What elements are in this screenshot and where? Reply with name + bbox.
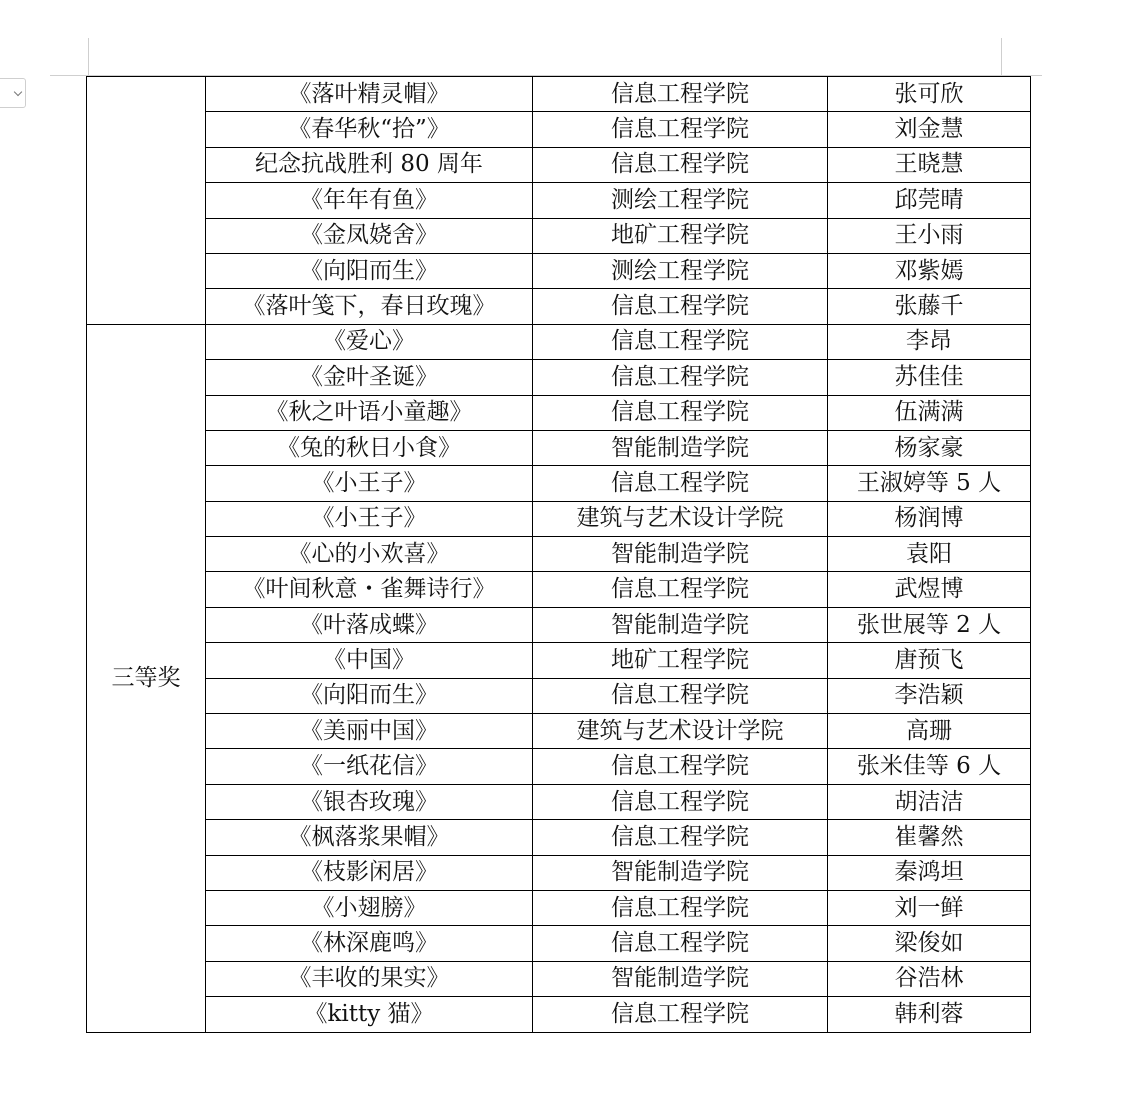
table-row bbox=[87, 537, 1031, 572]
table-row bbox=[87, 253, 1031, 288]
department-cell: 信息工程学院 bbox=[533, 324, 828, 359]
department-cell: 智能制造学院 bbox=[533, 855, 828, 890]
table-row bbox=[87, 890, 1031, 925]
author-name-cell: 伍满满 bbox=[828, 395, 1031, 430]
work-title-cell: 《叶间秋意・雀舞诗行》 bbox=[206, 572, 533, 607]
table-row bbox=[87, 395, 1031, 430]
work-title-cell: 《年年有鱼》 bbox=[206, 183, 533, 218]
table-row bbox=[87, 430, 1031, 465]
author-name-cell: 王晓慧 bbox=[828, 147, 1031, 182]
author-name-cell: 秦鸿坦 bbox=[828, 855, 1031, 890]
table-row bbox=[87, 289, 1031, 324]
work-title-cell: 《中国》 bbox=[206, 643, 533, 678]
table-row bbox=[87, 324, 1031, 359]
department-cell: 信息工程学院 bbox=[533, 784, 828, 819]
work-title-cell: 《心的小欢喜》 bbox=[206, 537, 533, 572]
work-title-cell: 《小王子》 bbox=[206, 466, 533, 501]
author-name-cell: 武煜博 bbox=[828, 572, 1031, 607]
table-row bbox=[87, 714, 1031, 749]
author-name-cell: 张世展等 2 人 bbox=[828, 607, 1031, 642]
table-row bbox=[87, 961, 1031, 996]
department-cell: 智能制造学院 bbox=[533, 961, 828, 996]
author-name-cell: 胡洁洁 bbox=[828, 784, 1031, 819]
work-title-cell: 《银杏玫瑰》 bbox=[206, 784, 533, 819]
author-name-cell: 邱莞晴 bbox=[828, 183, 1031, 218]
awards-table bbox=[86, 76, 1031, 1033]
department-cell: 信息工程学院 bbox=[533, 360, 828, 395]
work-title-cell: 《枝影闲居》 bbox=[206, 855, 533, 890]
table-row bbox=[87, 926, 1031, 961]
department-cell: 地矿工程学院 bbox=[533, 218, 828, 253]
author-name-cell: 杨润博 bbox=[828, 501, 1031, 536]
work-title-cell: 《落叶精灵帽》 bbox=[206, 77, 533, 112]
department-cell: 建筑与艺术设计学院 bbox=[533, 501, 828, 536]
work-title-cell: 《爱心》 bbox=[206, 324, 533, 359]
department-cell: 信息工程学院 bbox=[533, 77, 828, 112]
table-row bbox=[87, 183, 1031, 218]
table-row bbox=[87, 147, 1031, 182]
department-cell: 信息工程学院 bbox=[533, 572, 828, 607]
work-title-cell: 《一纸花信》 bbox=[206, 749, 533, 784]
work-title-cell: 《林深鹿鸣》 bbox=[206, 926, 533, 961]
table-row bbox=[87, 112, 1031, 147]
table-row bbox=[87, 77, 1031, 112]
award-level-cell bbox=[87, 77, 206, 325]
author-name-cell: 梁俊如 bbox=[828, 926, 1031, 961]
author-name-cell: 张藤千 bbox=[828, 289, 1031, 324]
work-title-cell: 《金凤娆舍》 bbox=[206, 218, 533, 253]
department-cell: 信息工程学院 bbox=[533, 926, 828, 961]
work-title-cell: 《小王子》 bbox=[206, 501, 533, 536]
page-margin-mark-right bbox=[1001, 38, 1002, 76]
table-row bbox=[87, 501, 1031, 536]
department-cell: 智能制造学院 bbox=[533, 537, 828, 572]
table-row bbox=[87, 466, 1031, 501]
table-row bbox=[87, 607, 1031, 642]
table-row bbox=[87, 784, 1031, 819]
department-cell: 智能制造学院 bbox=[533, 607, 828, 642]
table-row bbox=[87, 855, 1031, 890]
table-row bbox=[87, 997, 1031, 1032]
layout-options-dropdown[interactable] bbox=[0, 78, 26, 108]
work-title-cell: 《丰收的果实》 bbox=[206, 961, 533, 996]
author-name-cell: 杨家豪 bbox=[828, 430, 1031, 465]
department-cell: 信息工程学院 bbox=[533, 289, 828, 324]
page-margin-mark-left bbox=[88, 38, 89, 76]
author-name-cell: 袁阳 bbox=[828, 537, 1031, 572]
author-name-cell: 邓紫嫣 bbox=[828, 253, 1031, 288]
author-name-cell: 崔馨然 bbox=[828, 820, 1031, 855]
work-title-cell: 《美丽中国》 bbox=[206, 714, 533, 749]
department-cell: 信息工程学院 bbox=[533, 749, 828, 784]
department-cell: 信息工程学院 bbox=[533, 997, 828, 1032]
work-title-cell: 《叶落成蝶》 bbox=[206, 607, 533, 642]
department-cell: 信息工程学院 bbox=[533, 678, 828, 713]
author-name-cell: 刘一鲜 bbox=[828, 890, 1031, 925]
author-name-cell: 韩利蓉 bbox=[828, 997, 1031, 1032]
author-name-cell: 王淑婷等 5 人 bbox=[828, 466, 1031, 501]
department-cell: 信息工程学院 bbox=[533, 466, 828, 501]
author-name-cell: 王小雨 bbox=[828, 218, 1031, 253]
work-title-cell: 《枫落浆果帽》 bbox=[206, 820, 533, 855]
department-cell: 建筑与艺术设计学院 bbox=[533, 714, 828, 749]
department-cell: 智能制造学院 bbox=[533, 430, 828, 465]
work-title-cell: 纪念抗战胜利 80 周年 bbox=[206, 147, 533, 182]
department-cell: 测绘工程学院 bbox=[533, 183, 828, 218]
work-title-cell: 《秋之叶语小童趣》 bbox=[206, 395, 533, 430]
work-title-cell: 《小翅膀》 bbox=[206, 890, 533, 925]
table-row bbox=[87, 643, 1031, 678]
table-row bbox=[87, 749, 1031, 784]
author-name-cell: 刘金慧 bbox=[828, 112, 1031, 147]
work-title-cell: 《兔的秋日小食》 bbox=[206, 430, 533, 465]
author-name-cell: 张米佳等 6 人 bbox=[828, 749, 1031, 784]
author-name-cell: 李浩颖 bbox=[828, 678, 1031, 713]
table-row bbox=[87, 820, 1031, 855]
author-name-cell: 唐预飞 bbox=[828, 643, 1031, 678]
author-name-cell: 张可欣 bbox=[828, 77, 1031, 112]
department-cell: 测绘工程学院 bbox=[533, 253, 828, 288]
work-title-cell: 《kitty 猫》 bbox=[206, 997, 533, 1032]
table-row bbox=[87, 218, 1031, 253]
work-title-cell: 《春华秋“拾”》 bbox=[206, 112, 533, 147]
department-cell: 信息工程学院 bbox=[533, 395, 828, 430]
table-row bbox=[87, 678, 1031, 713]
department-cell: 地矿工程学院 bbox=[533, 643, 828, 678]
department-cell: 信息工程学院 bbox=[533, 820, 828, 855]
author-name-cell: 高珊 bbox=[828, 714, 1031, 749]
award-level-cell: 三等奖 bbox=[87, 324, 206, 1032]
work-title-cell: 《向阳而生》 bbox=[206, 678, 533, 713]
author-name-cell: 苏佳佳 bbox=[828, 360, 1031, 395]
table-row bbox=[87, 360, 1031, 395]
department-cell: 信息工程学院 bbox=[533, 112, 828, 147]
table-row bbox=[87, 572, 1031, 607]
chevron-down-icon bbox=[14, 87, 22, 95]
work-title-cell: 《向阳而生》 bbox=[206, 253, 533, 288]
department-cell: 信息工程学院 bbox=[533, 147, 828, 182]
work-title-cell: 《落叶笺下，春日玫瑰》 bbox=[206, 289, 533, 324]
author-name-cell: 李昂 bbox=[828, 324, 1031, 359]
department-cell: 信息工程学院 bbox=[533, 890, 828, 925]
awards-table-body bbox=[87, 77, 1031, 1033]
work-title-cell: 《金叶圣诞》 bbox=[206, 360, 533, 395]
author-name-cell: 谷浩林 bbox=[828, 961, 1031, 996]
